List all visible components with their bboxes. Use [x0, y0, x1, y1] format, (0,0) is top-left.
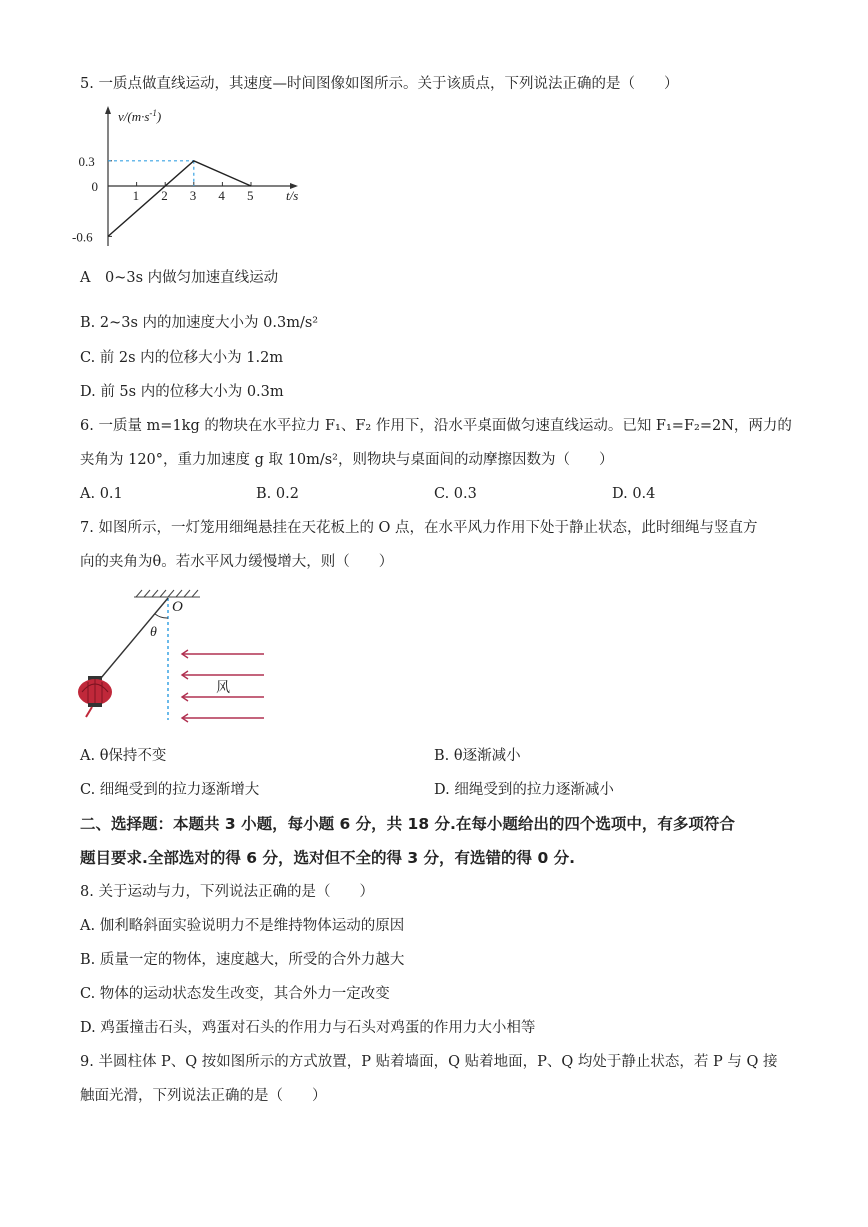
vt-x-tick-label: 1 [132, 188, 140, 203]
q9-stem-line1: 9. 半圆柱体 P、Q 按如图所示的方式放置，P 贴着墙面，Q 贴着地面，P、Q 均处于静止状态，若 P 与 Q 接 [80, 1054, 778, 1070]
q7-stem-line2: 向的夹角为θ。若水平风力缓慢增大，则（ ） [80, 554, 394, 570]
ceiling-hatch [134, 590, 200, 597]
rope [96, 598, 168, 684]
section2-heading-line1: 二、选择题：本题共 3 小题，每小题 6 分，共 18 分.在每小题给出的四个选项中，有多项符合 [80, 815, 735, 833]
angle-arc [155, 614, 168, 618]
q5-option-a: A 0~3s 内做匀加速直线运动 [80, 270, 279, 286]
vt-x-tick-label: 4 [218, 188, 225, 203]
q7-option-b: B. θ逐渐减小 [434, 748, 521, 764]
q6-stem-line1: 6. 一质量 m=1kg 的物块在水平拉力 F₁、F₂ 作用下，沿水平桌面做匀速直线运动。已知 F₁=F₂=2N，两力的 [80, 418, 792, 434]
q8-option-c: C. 物体的运动状态发生改变，其合外力一定改变 [80, 986, 390, 1002]
vt-y-tick-label: -0.6 [72, 229, 93, 245]
q8-option-b: B. 质量一定的物体，速度越大，所受的合外力越大 [80, 952, 405, 968]
vt-x-axis-label: t/s [286, 188, 299, 203]
q6-option-b: B. 0.2 [256, 486, 299, 502]
q5-option-b: B. 2~3s 内的加速度大小为 0.3m/s² [80, 315, 319, 331]
section2-heading-line2: 题目要求.全部选对的得 6 分，选对但不全的得 3 分，有选错的得 0 分. [80, 849, 576, 867]
wind-label: 风 [216, 681, 230, 696]
vt-y-tick-label: 0.3 [78, 153, 95, 169]
point-o-label: O [172, 599, 183, 615]
q8-stem: 8. 关于运动与力，下列说法正确的是（ ） [80, 884, 374, 900]
q6-option-c: C. 0.3 [434, 486, 477, 502]
q5-stem: 5. 一质点做直线运动，其速度—时间图像如图所示。关于该质点，下列说法正确的是（ ） [80, 76, 679, 92]
q7-stem-line1: 7. 如图所示，一灯笼用细绳悬挂在天花板上的 O 点，在水平风力作用下处于静止状态，此时细绳与竖直方 [80, 520, 758, 536]
vt-x-tick-label: 3 [189, 188, 197, 203]
vt-y-axis-label: $v/(m\cdot s^{-1})$ [118, 108, 162, 124]
q6-option-a: A. 0.1 [80, 486, 123, 502]
q7-option-a: A. θ保持不变 [80, 748, 167, 764]
lantern-icon [78, 676, 112, 717]
q5-option-d: D. 前 5s 内的位移大小为 0.3m [80, 384, 284, 400]
angle-theta-label: θ [150, 625, 157, 640]
q8-option-a: A. 伽利略斜面实验说明力不是维持物体运动的原因 [80, 918, 405, 934]
q6-option-d: D. 0.4 [612, 486, 656, 502]
q9-stem-line2: 触面光滑，下列说法正确的是（ ） [80, 1088, 327, 1104]
q8-option-d: D. 鸡蛋撞击石头，鸡蛋对石头的作用力与石头对鸡蛋的作用力大小相等 [80, 1020, 536, 1036]
vt-y-tick-label: 0 [91, 179, 98, 194]
q5-option-c: C. 前 2s 内的位移大小为 1.2m [80, 350, 284, 366]
q7-option-c: C. 细绳受到的拉力逐渐增大 [80, 782, 260, 798]
q6-stem-line2: 夹角为 120°，重力加速度 g 取 10m/s²，则物块与桌面间的动摩擦因数为（ ） [80, 452, 614, 468]
q7-option-d: D. 细绳受到的拉力逐渐减小 [434, 782, 614, 798]
vt-x-tick-label: 2 [161, 188, 168, 203]
vt-x-tick-label: 5 [247, 188, 254, 203]
